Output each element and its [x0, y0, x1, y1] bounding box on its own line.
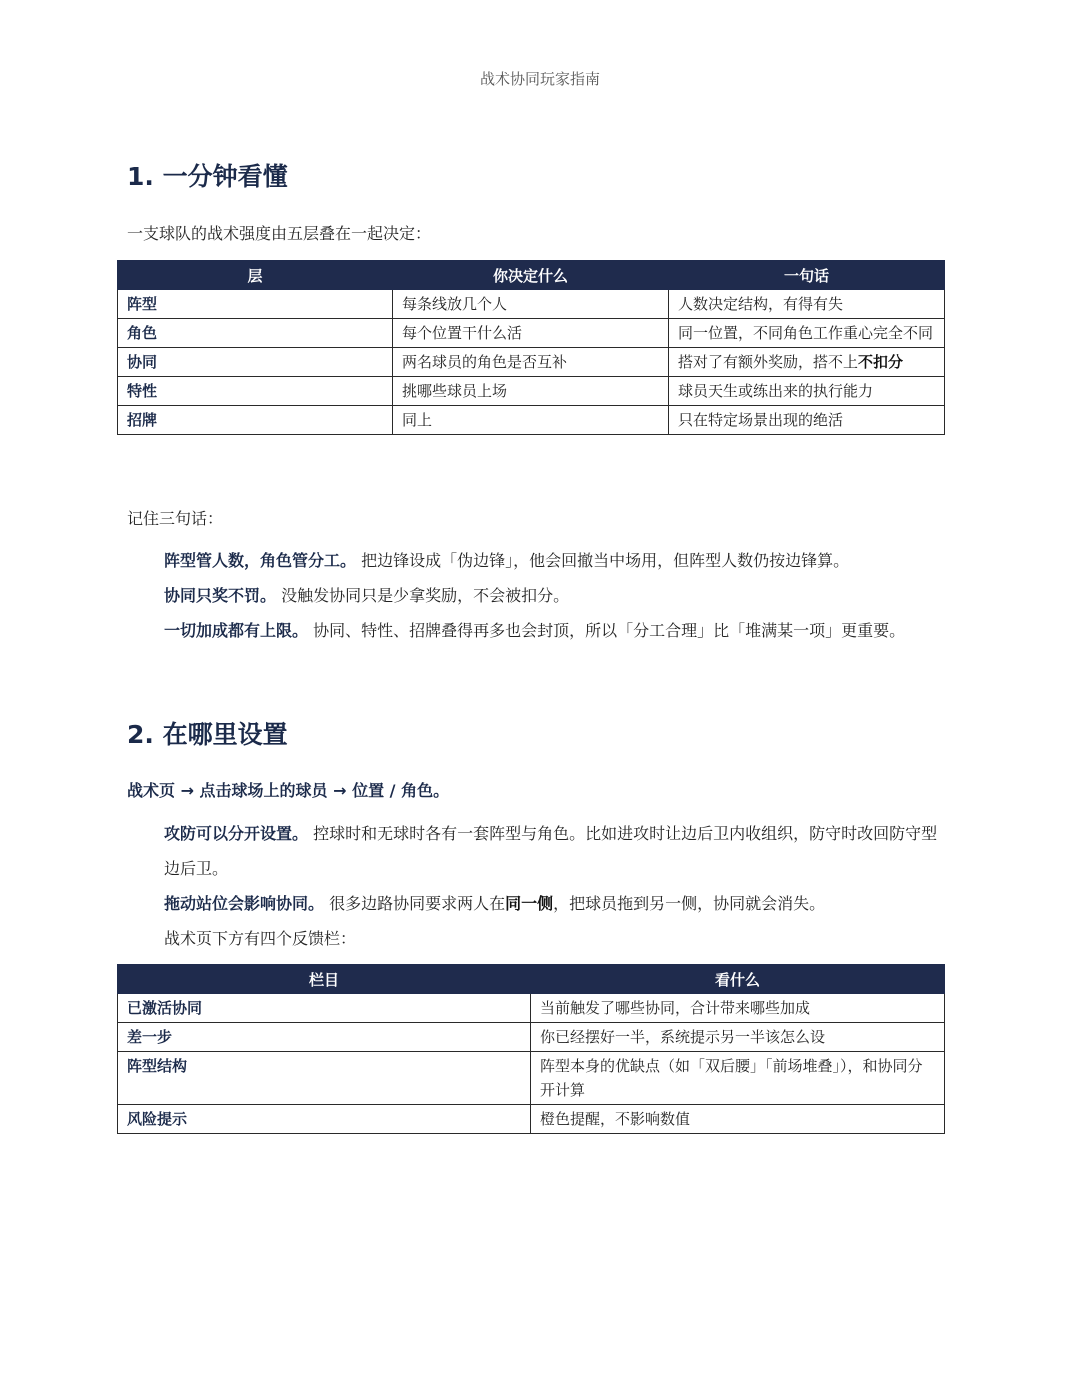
- list-item-lead: 拖动站位会影响协同。: [164, 894, 325, 913]
- list-item-text: 没触发协同只是少拿奖励，不会被扣分。: [276, 586, 570, 605]
- list-item-text: 控球时和无球时各有一套阵型与角色。比如进攻时让边后卫内收组织，防守时改回防守型边后卫。: [164, 824, 938, 878]
- table-row: [118, 348, 945, 377]
- table-header-cell: 栏目: [118, 965, 531, 994]
- feedback-desc-cell: 阵型本身的优缺点（如「双后腰」「前场堆叠」），和协同分开计算: [531, 1052, 945, 1105]
- list-item-text: ，把球员拖到另一侧，协同就会消失。: [553, 894, 826, 913]
- layer-name-cell: 协同: [118, 348, 393, 377]
- list-item-text: 把边锋设成「伪边锋」，他会回撤当中场用，但阵型人数仍按边锋算。: [356, 551, 850, 570]
- layers-table-header-row: [118, 261, 945, 290]
- feedback-intro: 战术页下方有四个反馈栏：: [164, 929, 357, 948]
- table-header-cell: 层: [118, 261, 393, 290]
- table-row: [118, 406, 945, 435]
- section-1-heading: 1. 一分钟看懂: [127, 162, 288, 191]
- list-item-lead: 协同只奖不罚。: [164, 586, 277, 605]
- feedback-desc-cell: 你已经摆好一半，系统提示另一半该怎么设: [531, 1023, 945, 1052]
- table-row: [118, 1105, 945, 1134]
- list-item-lead: 一切加成都有上限。: [164, 621, 309, 640]
- table-header-cell: 看什么: [531, 965, 945, 994]
- layer-summary-cell: 只在特定场景出现的绝活: [669, 406, 945, 435]
- layer-name-cell: 阵型: [118, 290, 393, 319]
- summary-bold-text: 不扣分: [858, 353, 904, 371]
- layer-summary-cell: [669, 348, 945, 377]
- table-row: [118, 1052, 945, 1105]
- feedback-desc-cell: 当前触发了哪些协同，合计带来哪些加成: [531, 994, 945, 1023]
- list-item-lead: 攻防可以分开设置。: [164, 824, 309, 843]
- layer-decide-cell: 每个位置干什么活: [393, 319, 669, 348]
- remember-list: [164, 543, 949, 648]
- settings-points-list: [164, 816, 949, 956]
- layer-name-cell: 特性: [118, 377, 393, 406]
- list-item: [164, 578, 949, 613]
- remember-intro: 记住三句话：: [127, 509, 224, 528]
- feedback-desc-cell: 橙色提醒，不影响数值: [531, 1105, 945, 1134]
- list-item: [164, 816, 949, 886]
- table-row: [118, 319, 945, 348]
- feedback-table-header-row: [118, 965, 945, 994]
- feedback-table: [117, 964, 945, 1134]
- nav-path: 战术页 → 点击球场上的球员 → 位置 / 角色。: [127, 781, 450, 800]
- layer-name-cell: 招牌: [118, 406, 393, 435]
- page-header: 战术协同玩家指南: [479, 70, 600, 88]
- layers-table: [117, 260, 945, 435]
- table-row: [118, 290, 945, 319]
- feedback-name-cell: 阵型结构: [118, 1052, 531, 1105]
- list-item-bold: 同一侧: [505, 894, 554, 913]
- layer-summary-cell: 同一位置，不同角色工作重心完全不同: [669, 319, 945, 348]
- table-row: [118, 1023, 945, 1052]
- layer-decide-cell: 每条线放几个人: [393, 290, 669, 319]
- layer-decide-cell: 两名球员的角色是否互补: [393, 348, 669, 377]
- list-item-text: 协同、特性、招牌叠得再多也会封顶，所以「分工合理」比「堆满某一项」更重要。: [308, 621, 906, 640]
- section-2-heading: 2. 在哪里设置: [127, 720, 288, 749]
- layer-name-cell: 角色: [118, 319, 393, 348]
- layer-decide-cell: 挑哪些球员上场: [393, 377, 669, 406]
- layer-decide-cell: 同上: [393, 406, 669, 435]
- feedback-name-cell: 风险提示: [118, 1105, 531, 1134]
- feedback-name-cell: 差一步: [118, 1023, 531, 1052]
- list-item-lead: 阵型管人数，角色管分工。: [164, 551, 357, 570]
- list-item-text: 很多边路协同要求两人在: [324, 894, 506, 913]
- summary-text: 搭对了有额外奖励，搭不上: [678, 353, 859, 371]
- table-header-cell: 你决定什么: [393, 261, 669, 290]
- feedback-name-cell: 已激活协同: [118, 994, 531, 1023]
- layer-summary-cell: 人数决定结构，有得有失: [669, 290, 945, 319]
- list-item: [164, 613, 949, 648]
- list-item: [164, 886, 949, 921]
- table-header-cell: 一句话: [669, 261, 945, 290]
- layer-summary-cell: 球员天生或练出来的执行能力: [669, 377, 945, 406]
- table-row: [118, 377, 945, 406]
- table-row: [118, 994, 945, 1023]
- section-1-intro: 一支球队的战术强度由五层叠在一起决定：: [127, 224, 432, 243]
- list-item: [164, 543, 949, 578]
